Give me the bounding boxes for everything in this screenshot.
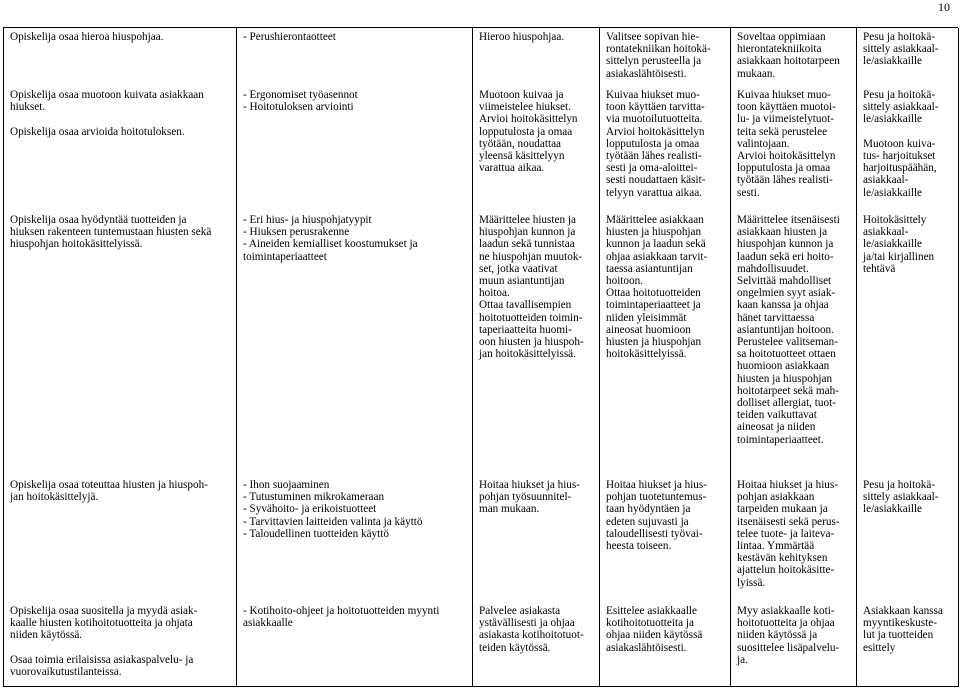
row-drying-demonstration: Pesu ja hoitokä- sittely asiakkaal- le/asiakkaille Muotoon kuiva- tus- harjoitukset harjoituspäähän, asiakkaal- le/asiakkaille	[863, 89, 939, 199]
row-drying-good: Kuivaa hiukset muo- toon käyttäen tarvitta- via muotoilutuotteita. Arvioi hoitokäsittelyn lopputulosta ja omaa työtään lähes realisti- sesti ja oma-aloittei- sesti noudattaen käsit- telyyn varattua aikaa.	[606, 89, 706, 199]
page-number: 10	[938, 0, 950, 14]
header-content: - Perushierontaotteet	[243, 31, 336, 43]
row-products-good: Määrittelee asiakkaan hiusten ja hiuspohjan kunnon ja laadun sekä ohjaa asiakkaan tarvit- taessa asiantuntijan hoitoon. Ottaa hoitotuotteiden toimintaperiaatteet ja niiden yleisimmät aineosat huomioon hiusten ja hiuspohjan hoitokäsittelyissä.	[606, 214, 708, 361]
row-homecare-excellent: Myy asiakkaalle koti- hoitotuotteita ja ohjaa niiden käytössä ja suosittelee lisäpalvelu- ja.	[737, 605, 840, 666]
row-treatment-satisfactory: Hoitaa hiukset ja hius- pohjan työsuunnitel- man mukaan.	[479, 479, 580, 516]
header-excellent: Soveltaa oppimiaan hierontatekniikoita asiakkaan hoitotarpeen mukaan.	[737, 31, 840, 80]
row-treatment-objective: Opiskelija osaa toteuttaa hiusten ja hiuspoh- jan hoitokäsittelyjä.	[10, 479, 208, 504]
row-drying-excellent: Kuivaa hiukset muo- toon käyttäen muotoi- lu- ja viimeistelytuot- teita sekä perustelee valintojaan. Arvioi hoitokäsittelyn lopputulosta ja omaa työtään lähes realisti- sesti.	[737, 89, 836, 199]
row-drying-content: - Ergonomiset työasennot - Hoitotuloksen arviointi	[243, 89, 358, 114]
row-homecare-satisfactory: Palvelee asiakasta ystävällisesti ja ohjaa asiakasta kotihoitotuot- teiden käytössä.	[479, 605, 584, 654]
row-products-content: - Eri hius- ja hiuspohjatyypit - Hiuksen perusrakenne - Aineiden kemialliset koostumukset ja toimintaperiaatteet	[243, 214, 418, 263]
row-treatment-content: - Ihon suojaaminen - Tutustuminen mikrokameraan - Syvähoito- ja erikoistuotteet - Tarvittavien laitteiden valinta ja käyttö - Taloudellinen tuotteiden käyttö	[243, 479, 423, 540]
row-homecare-good: Esittelee asiakkaalle kotihoitotuotteita ja ohjaa niiden käytössä asiakaslähtöisesti.	[606, 605, 703, 654]
row-products-satisfactory: Määrittelee hiusten ja hiuspohjan kunnon ja laadun sekä tunnistaa ne hiuspohjan muutok- set, jotka vaativat muun asiantuntijan hoitoa. Ottaa tavallisempien hoitotuotteiden toimin- taperiaatteita huomi- oon hiusten ja hiuspoh- jan hoitokäsittelyissä.	[479, 214, 584, 361]
row-treatment-demonstration: Pesu ja hoitokä- sittely asiakkaal- le/asiakkaille	[863, 479, 939, 516]
row-treatment-good: Hoitaa hiukset ja hius- pohjan tuotetuntemus- taan hyödyntäen ja edeten sujuvasti ja taloudellisesti työvai- heesta toiseen.	[606, 479, 707, 553]
row-products-excellent: Määrittelee itsenäisesti asiakkaan hiusten ja hiuspohjan kunnon ja laadun sekä eri hoito- mahdollisuudet. Selvittää mahdolliset ongelmien syyt asiak- kaan kanssa ja ohjaa hänet tarvittaessa asiantuntijan hoitoon. Perustelee valitseman- sa hoitotuotteet ottaen huomioon asiakkaan hiusten ja hiuspohjan hoitotarpeet sekä mah- dolliset allergiat, tuot- teiden vaikuttavat aineosat ja niiden toimintaperiaatteet.	[737, 214, 840, 446]
assessment-table	[3, 27, 958, 687]
column-content	[237, 28, 473, 687]
row-products-objective: Opiskelija osaa hyödyntää tuotteiden ja hiuksen rakenteen tuntemustaan hiusten sekä hiuspohjan hoitokäsittelyissä.	[10, 214, 212, 251]
row-treatment-excellent: Hoitaa hiukset ja hius- pohjan asiakkaan tarpeiden mukaan ja itsenäisesti sekä perus- telee tuote- ja laiteva- lintaa. Ymmärtää kestävän kehityksen ajattelun hoitokäsitte- lyissä.	[737, 479, 840, 589]
header-demonstration: Pesu ja hoitokä- sittely asiakkaal- le/asiakkaille	[863, 31, 939, 68]
row-homecare-demonstration: Asiakkaan kanssa myyntikeskuste- lut ja tuotteiden esittely	[863, 605, 943, 654]
table-bottom-border	[4, 686, 958, 687]
row-homecare-objective: Opiskelija osaa suositella ja myydä asiak- kaalle hiusten kotihoitotuotteita ja ohjata niiden käytössä. Osaa toimia erilaisissa asiakaspalvelu- ja vuorovaikutustilanteissa.	[10, 605, 198, 679]
header-satisfactory: Hieroo hiuspohjaa.	[479, 31, 565, 43]
row-drying-objective: Opiskelija osaa muotoon kuivata asiakkaan hiukset. Opiskelija osaa arvioida hoitotuloksen.	[10, 89, 204, 138]
row-products-demonstration: Hoitokäsittely asiakkaal- le/asiakkaille ja/tai kirjallinen tehtävä	[863, 214, 935, 275]
row-homecare-content: - Kotihoito-ohjeet ja hoitotuotteiden myynti asiakkaalle	[243, 605, 440, 630]
header-good: Valitsee sopivan hie- rontatekniikan hoitokä- sittelyn perusteella ja asiakaslähtöisesti.	[606, 31, 711, 80]
row-drying-satisfactory: Muotoon kuivaa ja viimeistelee hiukset. Arvioi hoitokäsittelyn lopputulosta ja omaa työtään, noudattaa yleensä käsittelyyn varattua aikaa.	[479, 89, 578, 175]
header-objective: Opiskelija osaa hieroa hiuspohjaa.	[10, 31, 164, 43]
